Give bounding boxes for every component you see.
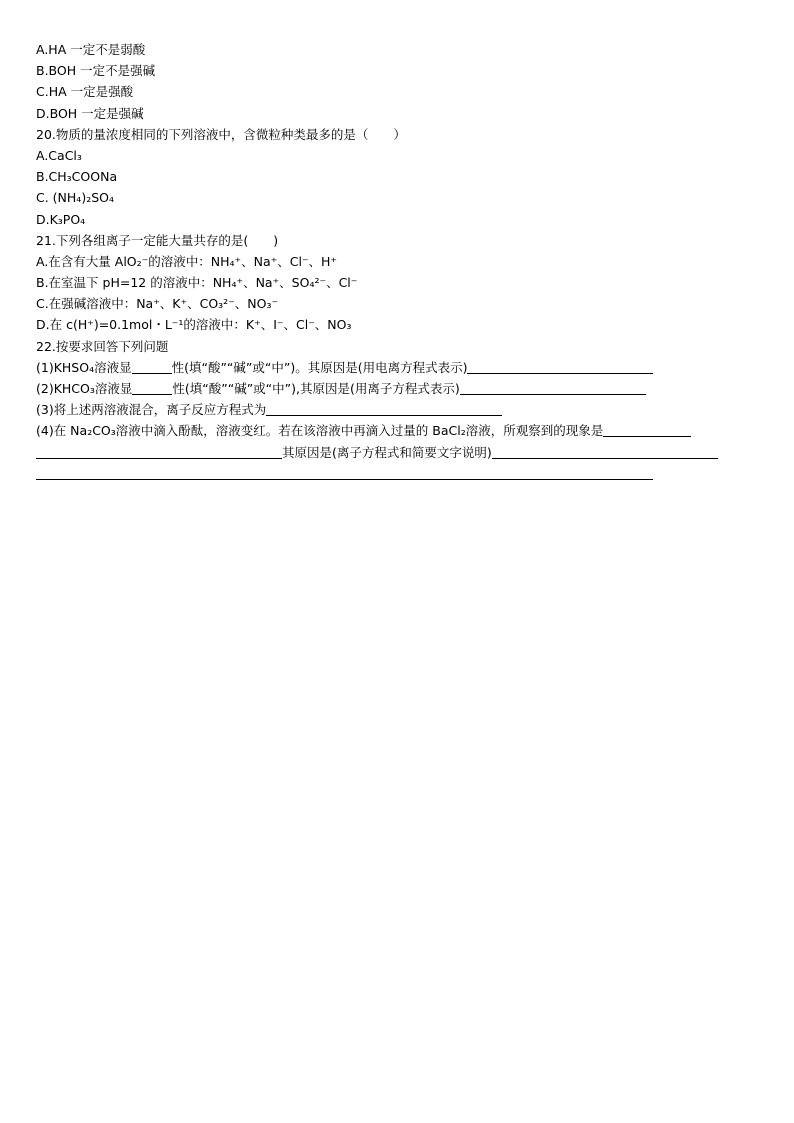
q20-option-a: A.CaCl₃ — [36, 147, 82, 163]
answer-blank-1a[interactable] — [132, 358, 172, 374]
q22-stem: 22.按要求回答下列问题 — [36, 338, 169, 354]
q22-p4-reason: 其原因是(离子方程式和简要文字说明) — [282, 444, 492, 460]
answer-blank-4b[interactable] — [36, 443, 282, 459]
q20-option-b: B.CH₃COONa — [36, 169, 118, 185]
q21-option-a: A.在含有大量 AlO₂⁻的溶液中：NH₄⁺、Na⁺、Cl⁻、H⁺ — [36, 253, 338, 269]
q19-option-b: B.BOH 一定不是强碱 — [36, 63, 156, 79]
q19-option-d: D.BOH 一定是强碱 — [36, 105, 144, 121]
answer-blank-4d[interactable] — [36, 464, 653, 480]
document-page — [36, 39, 758, 484]
q22-part-1 — [36, 357, 758, 378]
q21-option-d: D.在 c(H⁺)=0.1mol・L⁻¹的溶液中：K⁺、I⁻、Cl⁻、NO₃ — [36, 317, 352, 333]
q22-p1-suffix: 性(填“酸”“碱”或“中”)。其原因是(用电离方程式表示) — [171, 359, 468, 375]
q21-stem: 21.下列各组离子一定能大量共存的是( ) — [36, 232, 279, 248]
q22-p4-text: (4)在 Na₂CO₃溶液中滴入酚酞，溶液变红。若在该溶液中再滴入过量的 BaCl₂溶液，所观察到的现象是 — [36, 423, 604, 439]
q22-part-2 — [36, 378, 758, 399]
q21-option-b: B.在室温下 pH=12 的溶液中：NH₄⁺、Na⁺、SO₄²⁻、Cl⁻ — [36, 275, 358, 291]
q22-p3-text: (3)将上述两溶液混合，离子反应方程式为 — [36, 402, 267, 418]
q22-part-3 — [36, 399, 758, 420]
answer-blank-2b[interactable] — [460, 379, 646, 395]
q21-option-c: C.在强碱溶液中：Na⁺、K⁺、CO₃²⁻、NO₃⁻ — [36, 296, 279, 312]
q20-option-c: C. (NH₄)₂SO₄ — [36, 190, 114, 206]
answer-blank-1b[interactable] — [467, 358, 653, 374]
q22-p1-prefix: (1)KHSO₄溶液显 — [36, 359, 132, 375]
q20-stem: 20.物质的量浓度相同的下列溶液中，含微粒种类最多的是（ ） — [36, 126, 406, 142]
q19-option-a: A.HA 一定不是弱酸 — [36, 42, 146, 57]
q22-part-4-last — [36, 463, 758, 484]
q22-part-4 — [36, 420, 758, 441]
answer-blank-4a[interactable] — [603, 421, 691, 437]
answer-blank-2a[interactable] — [132, 379, 172, 395]
q19-option-c: C.HA 一定是强酸 — [36, 84, 134, 100]
answer-blank-4c[interactable] — [492, 443, 718, 459]
q22-p2-suffix: 性(填“酸”“碱”或“中”),其原因是(用离子方程式表示) — [172, 381, 460, 396]
q20-option-d: D.K₃PO₄ — [36, 211, 86, 227]
q22-part-4-cont — [36, 442, 758, 463]
answer-blank-3[interactable] — [266, 400, 502, 416]
q22-p2-prefix: (2)KHCO₃溶液显 — [36, 381, 133, 396]
